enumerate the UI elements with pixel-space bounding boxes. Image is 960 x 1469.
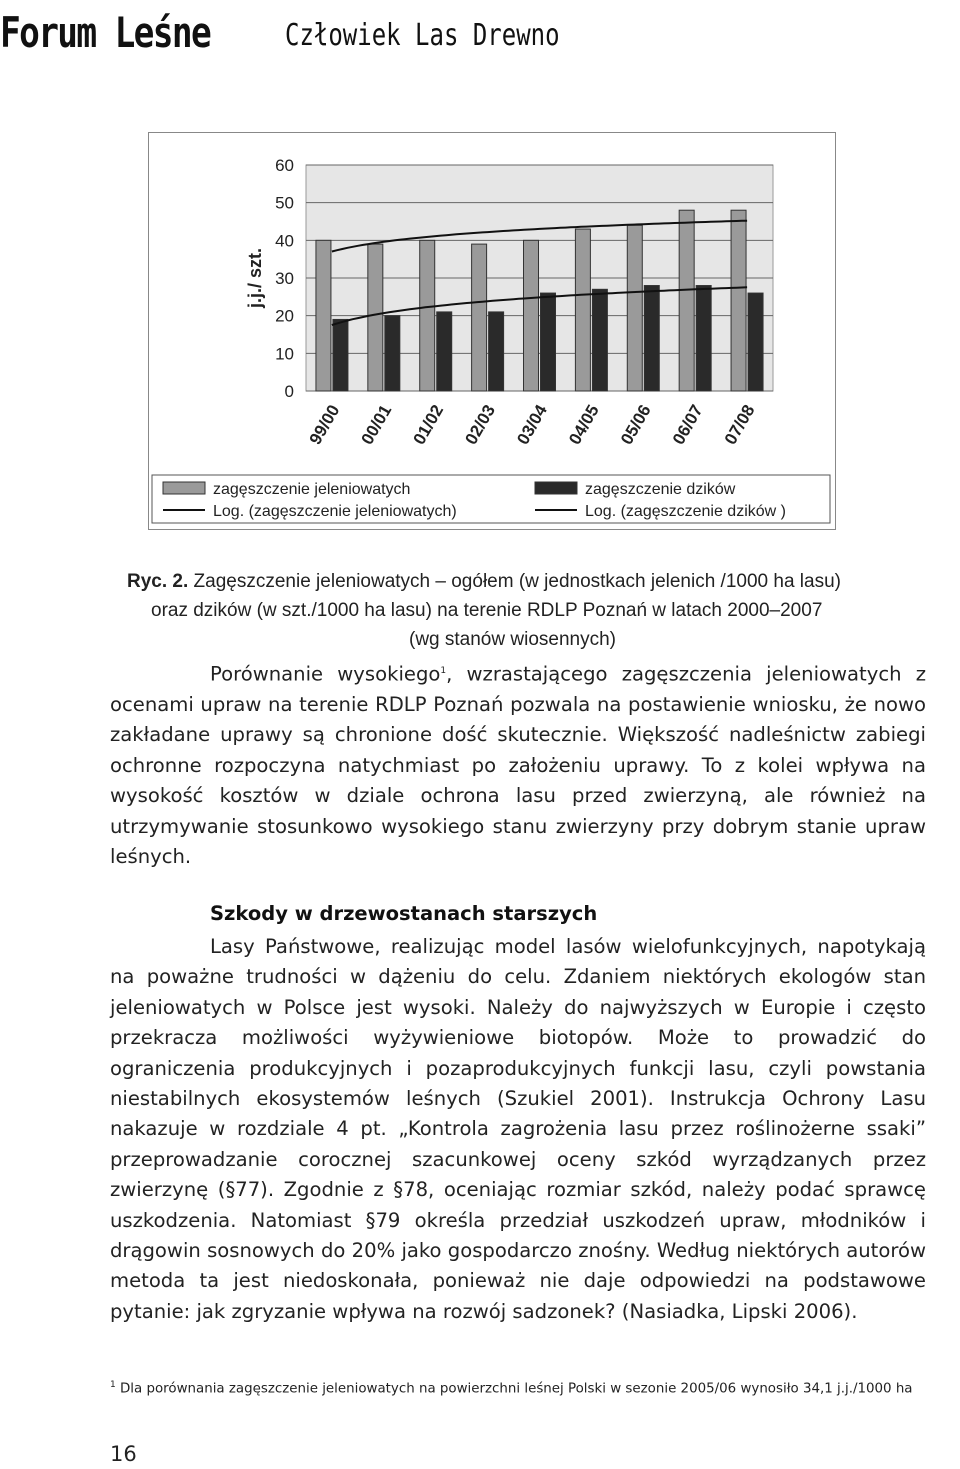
y-axis-label: j.j./ szt. [245, 247, 265, 309]
journal-brand: Forum Leśne [0, 8, 211, 57]
bar-deer [368, 244, 383, 391]
legend-label: zagęszczenie jeleniowatych [213, 481, 411, 498]
journal-tagline: Człowiek Las Drewno [285, 18, 560, 53]
chart-svg [149, 133, 835, 529]
x-tick-label: 02/03 [461, 401, 500, 448]
x-tick-label: 01/02 [409, 401, 448, 448]
x-tick-label: 05/06 [617, 401, 655, 448]
bar-boar [696, 286, 711, 391]
x-tick-label: 99/00 [305, 401, 344, 448]
y-tick-label: 40 [275, 231, 294, 251]
footnote-mark: 1 [110, 1380, 116, 1390]
legend-label: Log. (zagęszczenie jeleniowatych) [213, 503, 457, 520]
bar-deer [316, 240, 331, 391]
bar-deer [575, 229, 590, 391]
bar-boar [644, 286, 659, 391]
legend-swatch [535, 482, 577, 494]
bar-boar [748, 293, 763, 391]
bar-deer [420, 240, 435, 391]
page-number: 16 [110, 1442, 137, 1466]
x-tick-label: 00/01 [357, 401, 396, 448]
bar-boar [541, 293, 556, 391]
x-tick-label: 07/08 [720, 401, 759, 448]
bar-deer [472, 244, 487, 391]
paragraph-1: Porównanie wysokiego$^1$, wzrastającego zagęszczenia jeleniowatych z ocenami upraw na terenie RDLP Poznań pozwala na postawienie wniosku, że nowo zakładane uprawy są chronione dość skutecznie. Większość nadleśnictw zabiegi ochronne rozpoczyna natychmiast po założeniu uprawy. To z kolei wpływa na wysokość kosztów w dziale ochrona lasu przed zwierzyną, ale również na utrzymywanie stosunkowo wysokiego stanu zwierzyny przy dobrym stanie upraw leśnych. [110, 662, 926, 868]
y-tick-label: 30 [275, 269, 294, 288]
caption-line-2: oraz dzików (w szt./1000 ha lasu) na terenie RDLP Poznań w latach 2000–2007 [151, 600, 823, 621]
bar-boar [437, 312, 452, 391]
legend-swatch [163, 482, 205, 494]
y-tick-label: 20 [275, 306, 294, 326]
bar-deer [679, 210, 694, 391]
figure-caption [127, 567, 927, 654]
bar-boar [592, 289, 607, 391]
bar-deer [627, 225, 642, 391]
footnote-ref: 1 [440, 666, 447, 676]
bar-boar [489, 312, 504, 391]
y-tick-label: 10 [275, 344, 294, 364]
figure-chart [148, 132, 836, 530]
bar-boar [385, 316, 400, 391]
x-tick-label: 03/04 [513, 401, 551, 448]
legend-label: zagęszczenie dzików [585, 481, 736, 498]
bar-deer [524, 240, 539, 391]
bar-boar [333, 319, 348, 391]
journal-header [0, 8, 560, 68]
caption-line-1: Ryc. 2. Zagęszczenie jeleniowatych – ogółem (w jednostkach jelenich /1000 ha lasu) [127, 571, 841, 592]
x-tick-label: 04/05 [565, 401, 603, 448]
caption-label: Ryc. 2. [127, 571, 189, 592]
bar-deer [731, 210, 746, 391]
paragraph-2: Lasy Państwowe, realizując model lasów wielofunkcyjnych, napotykają na poważne trudności w dążeniu do celu. Zdaniem niektórych ekologów stan jeleniowatych w Polsce jest wysoki. Należy do najwyższych w Europie i często przekracza możliwości wyżywieniowe biotopów. Może to prowadzić do ograniczenia produkcyjnych i pozaprodukcyjnych funkcji lasu, czyli powstania niestabilnych ekosystemów leśnych (Szukiel 2001). Instrukcja Ochrony Lasu nakazuje w rozdziale 4 pt. „Kontrola zagrożenia lasu przez roślinożerne ssaki” przeprowadzanie corocznej szacunkowej oceny szkód wyrządzanych przez zwierzynę (§77). Zgodnie z §78, oceniając rozmiar szkód, należy podać sprawcę uszkodzenia. Natomiast §79 określa przedział uszkodzeń upraw, młodników i drągowin sosnowych do 20% jako gospodarczo znośny. Według niektórych autorów metoda ta jest niedoskonała, ponieważ nie daje odpowiedzi na podstawowe pytanie: jak zgryzanie wpływa na rozwój sadzonek? (Nasiadka, Lipski 2006). [110, 935, 926, 1323]
caption-line-3: (wg stanów wiosennych) [409, 629, 616, 650]
x-tick-label: 06/07 [668, 401, 707, 448]
footnote-text: Dla porównania zagęszczenie jeleniowatych na powierzchni leśnej Polski w sezonie 2005/06 wynosiło 34,1 j.j./1000 ha [115, 1381, 913, 1397]
legend-label: Log. (zagęszczenie dzików ) [585, 503, 786, 520]
y-tick-label: 50 [275, 193, 294, 213]
footnote [110, 1380, 960, 1396]
y-tick-label: 60 [275, 156, 294, 175]
section-heading: Szkody w drzewostanach starszych [210, 902, 598, 925]
y-tick-label: 0 [284, 382, 294, 401]
